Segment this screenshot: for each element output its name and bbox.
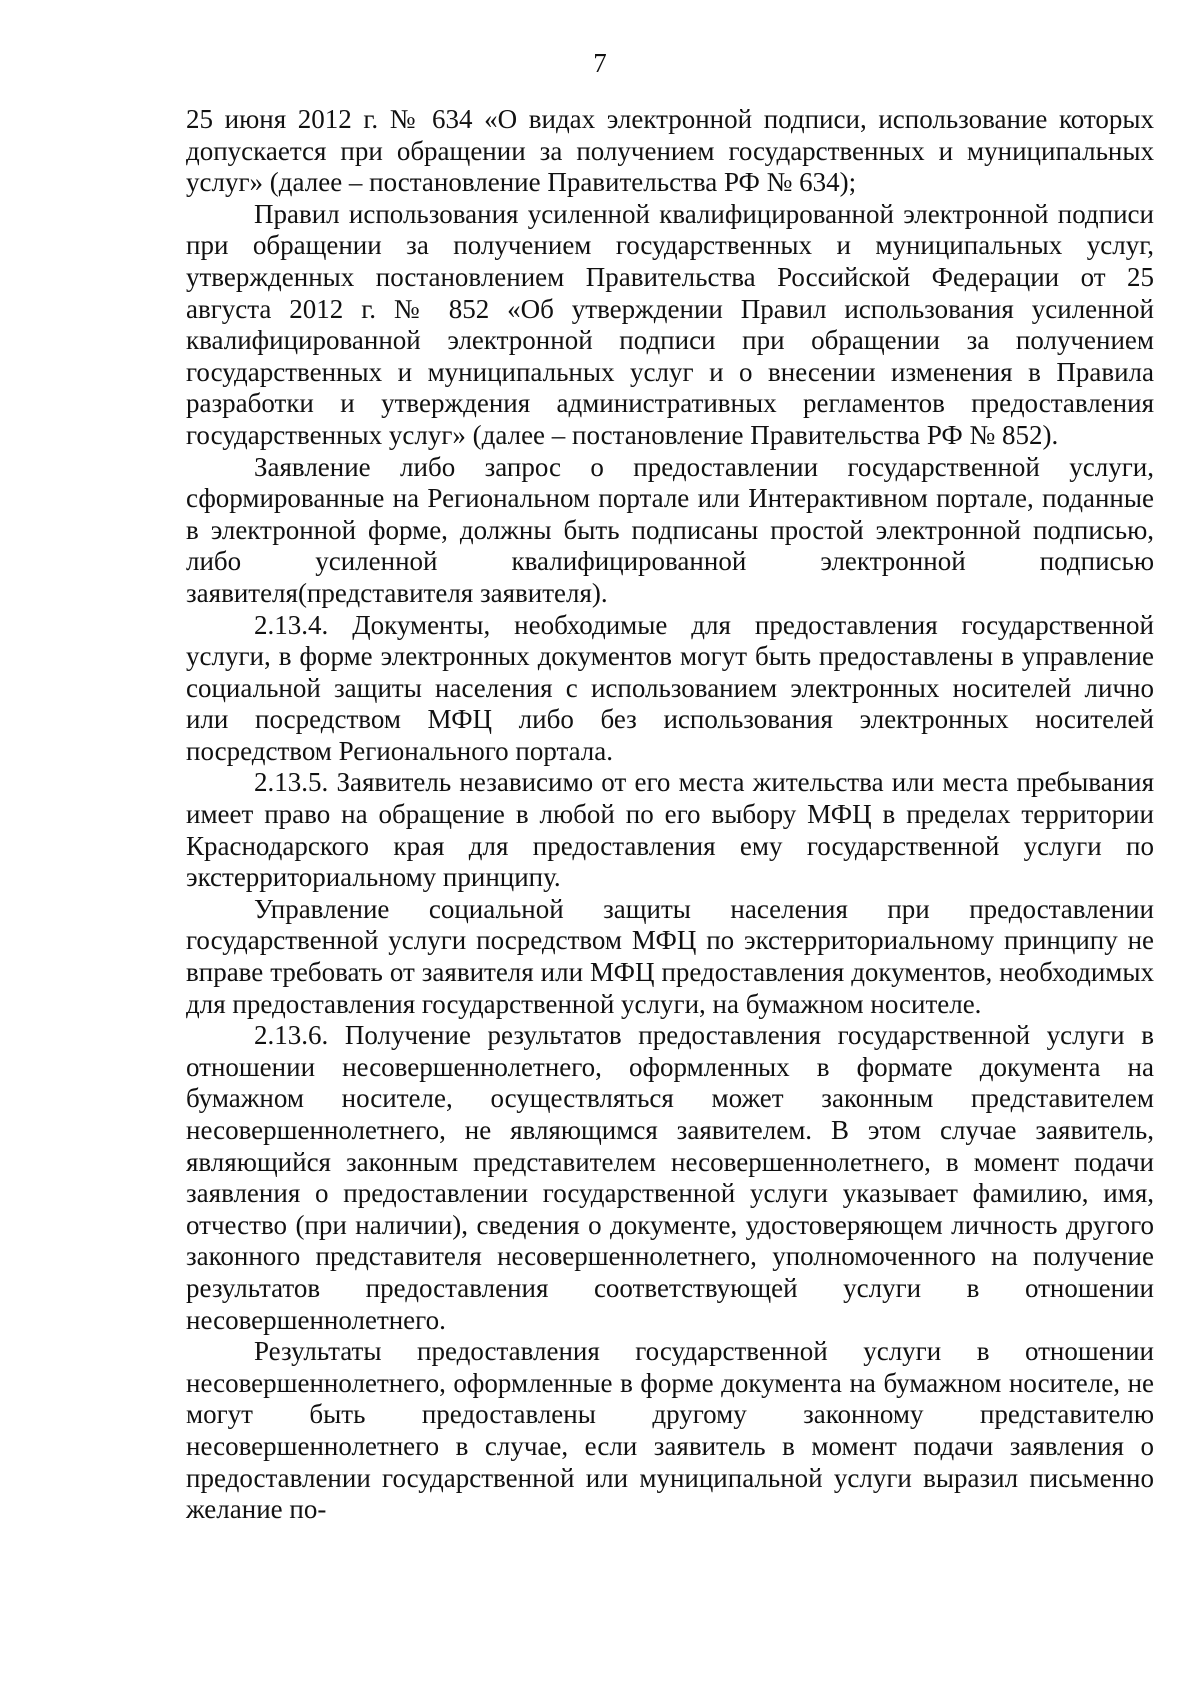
paragraph-5: 2.13.5. Заявитель независимо от его места жительства или места пребывания имеет право на обращение в любой по его выбору МФЦ в пределах территории Краснодарского края для предоставления ему государственной услуги по экстерриториальному принципу. <box>186 767 1154 893</box>
paragraph-7: 2.13.6. Получение результатов предоставления государственной услуги в отношении несовершеннолетнего, оформленных в формате документа на бумажном носителе, осуществляться может законным представителем несовершеннолетнего, не являющимся заявителем. В этом случае заявитель, являющийся законным представителем несовершеннолетнего, в момент подачи заявления о предоставлении государственной услуги указывает фамилию, имя, отчество (при наличии), сведения о документе, удостоверяющем личность другого законного представителя несовершеннолетнего, уполномоченного на получение результатов предоставления соответствующей услуги в отношении несовершеннолетнего. <box>186 1020 1154 1335</box>
document-body <box>186 104 1154 1526</box>
paragraph-8: Результаты предоставления государственной услуги в отношении несовершеннолетнего, оформленные в форме документа на бумажном носителе, не могут быть предоставлены другому законному представителю несовершеннолетнего в случае, если заявитель в момент подачи заявления о предоставлении государственной или муниципальной услуги выразил письменно желание по- <box>186 1336 1154 1525</box>
paragraph-6: Управление социальной защиты населения при предоставлении государственной услуги посредством МФЦ по экстерриториальному принципу не вправе требовать от заявителя или МФЦ предоставления документов, необходимых для предоставления государственной услуги, на бумажном носителе. <box>186 893 1154 1019</box>
paragraph-2: Правил использования усиленной квалифицированной электронной подписи при обращении за получением государственных и муниципальных услуг, утвержденных постановлением Правительства Российской Федерации от 25 августа 2012 г. № 852 «Об утверждении Правил использования усиленной квалифицированной электронной подписи при обращении за получением государственных и муниципальных услуг и о внесении изменения в Правила разработки и утверждения административных регламентов предоставления государственных услуг» (далее – постановление Правительства РФ № 852). <box>186 198 1154 450</box>
paragraph-1: 25 июня 2012 г. № 634 «О видах электронной подписи, использование которых допускается при обращении за получением государственных и муниципальных услуг» (далее – постановление Правительства РФ № 634); <box>186 104 1154 198</box>
paragraph-4: 2.13.4. Документы, необходимые для предоставления государственной услуги, в форме электронных документов могут быть предоставлены в управление социальной защиты населения с использованием электронных носителей лично или посредством МФЦ либо без использования электронных носителей посредством Регионального портала. <box>186 609 1154 766</box>
page-number: 7 <box>593 48 607 78</box>
paragraph-3: Заявление либо запрос о предоставлении государственной услуги, сформированные на Региональном портале или Интерактивном портале, поданные в электронной форме, должны быть подписаны простой электронной подписью, либо усиленной квалифицированной электронной подписью заявителя(представителя заявителя). <box>186 451 1154 608</box>
